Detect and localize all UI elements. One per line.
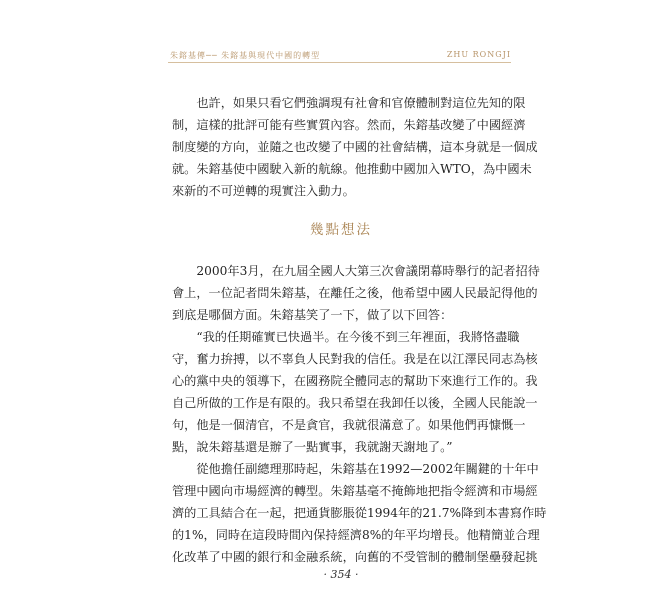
text-line: 化改革了中國的銀行和金融系統，向舊的不受管制的體制堡壘發起挑	[172, 550, 538, 564]
text-line: 句，他是一個清官，不是貪官，我就很滿意了。如果他們再慷慨一	[172, 418, 526, 432]
text-line: 制度變的方向，並隨之也改變了中國的社會結構，這本身就是一個成	[172, 140, 538, 154]
text-line: 來新的不可逆轉的現實注入動力。	[172, 184, 355, 198]
header-rule	[168, 62, 511, 63]
running-head-title: 朱鎔基傳── 朱鎔基與現代中國的轉型	[170, 51, 321, 60]
text-line: 會上，一位記者問朱鎔基，在離任之後，他希望中國人民最記得他的	[172, 286, 538, 300]
paragraph	[172, 92, 538, 202]
section-heading: 幾點想法	[310, 222, 372, 238]
text-line: 制，這樣的批評可能有些實質內容。然而，朱鎔基改變了中國經濟	[172, 118, 526, 132]
text-line: 點，說朱鎔基還是辦了一點實事，我就謝天謝地了。”	[172, 440, 453, 454]
page-number: · 354 ·	[323, 568, 359, 581]
opening-paragraph	[172, 92, 538, 202]
text-line: 自己所做的工作是有限的。我只希望在我卸任以後，全國人民能說一	[172, 396, 538, 410]
text-line: 就。朱鎔基使中國駛入新的航線。他推動中國加入WTO，為中國未	[172, 162, 532, 176]
text-line: 管理中國向市場經濟的轉型。朱鎔基毫不掩飾地把指令經濟和市場經	[172, 484, 538, 498]
text-line: 心的黨中央的領導下，在國務院全體同志的幫助下來進行工作的。我	[172, 374, 538, 388]
section-body	[172, 260, 547, 568]
text-line: 從他擔任副總理那時起，朱鎔基在1992—2002年關鍵的十年中	[172, 462, 539, 476]
text-line: 2000年3月，在九屆全國人大第三次會議閉幕時舉行的記者招待	[172, 264, 540, 278]
text-line: 濟的工具結合在一起，把通貨膨脹從1994年的21.7%降到本書寫作時	[172, 506, 547, 520]
quotation	[172, 326, 538, 458]
running-head	[0, 14, 655, 62]
text-line: 的1%，同時在這段時間內保持經濟8%的年平均增長。他精簡並合理	[172, 528, 540, 542]
text-line: 守，奮力拚搏，以不辜負人民對我的信任。我是在以江澤民同志為核	[172, 352, 538, 366]
paragraph	[172, 260, 540, 326]
text-line: 到底是哪個方面。朱鎔基笑了一下，做了以下回答：	[172, 308, 453, 322]
text-line: “我的任期確實已快過半。在今後不到三年裡面，我將恪盡職	[172, 330, 520, 344]
text-line: 也許，如果只看它們強調現有社會和官僚體制對這位先知的限	[172, 96, 526, 110]
paragraph	[172, 458, 547, 568]
running-head-author: ZHU RONGJI	[446, 50, 511, 59]
